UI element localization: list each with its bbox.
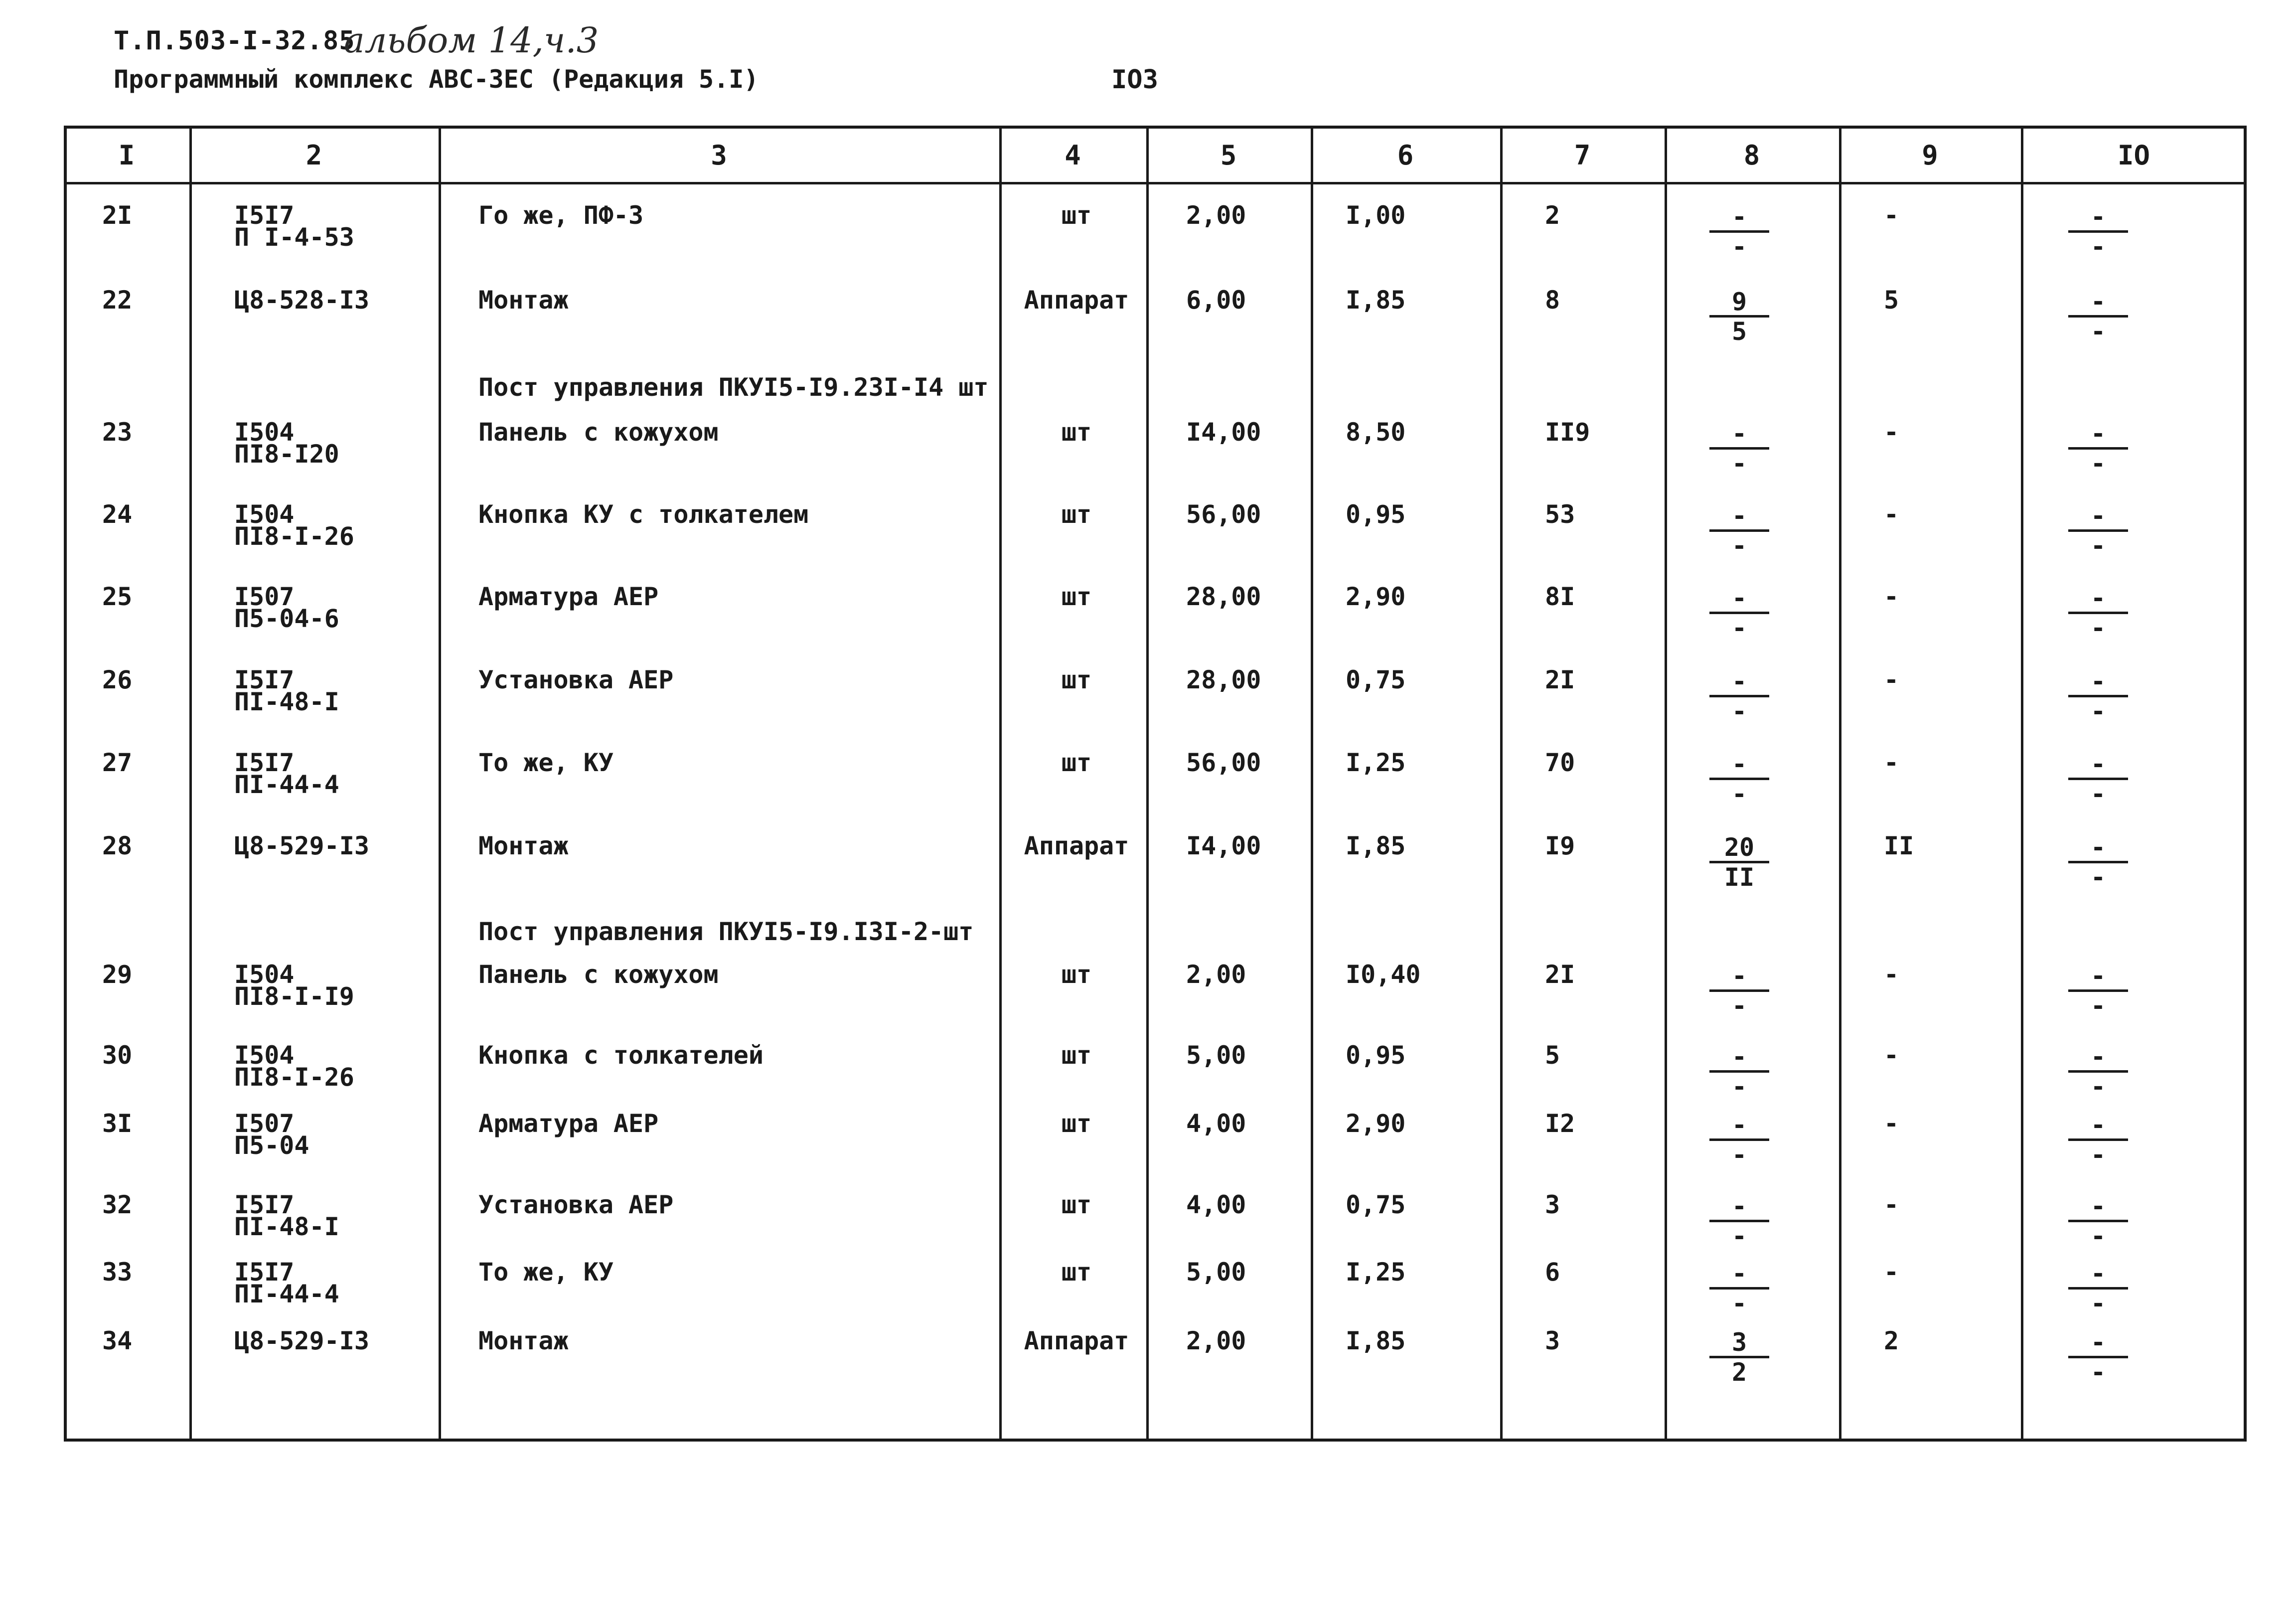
row-number: 25 xyxy=(102,582,133,611)
column-header-10: IO xyxy=(2117,140,2150,171)
page-number: IO3 xyxy=(1111,65,1158,95)
column-header-6: 6 xyxy=(1397,140,1414,171)
item-code: I5I7 ПI-44-4 xyxy=(234,748,339,799)
column-divider xyxy=(1839,126,1841,1442)
quantity: I4,00 xyxy=(1186,418,1261,447)
total: 6 xyxy=(1545,1258,1560,1287)
row-number: 28 xyxy=(102,831,133,860)
unit: шт xyxy=(1061,500,1092,529)
fraction: $\frac{-}{-}$ xyxy=(1709,1194,1769,1250)
value-col-9: - xyxy=(1884,418,1899,447)
norm: 8,50 xyxy=(1346,418,1406,447)
fraction: $\frac{-}{-}$ xyxy=(1709,204,1769,261)
row-number: 26 xyxy=(102,665,133,694)
fraction: $\frac{-}{-}$ xyxy=(2068,1113,2128,1169)
quantity: 28,00 xyxy=(1186,665,1261,694)
item-name: Монтаж xyxy=(478,831,569,860)
value-col-9: - xyxy=(1884,748,1899,777)
fraction-col-10 xyxy=(2053,503,2143,560)
fraction: $\frac{-}{-}$ xyxy=(1709,669,1769,725)
total: 53 xyxy=(1545,500,1575,529)
handwritten-note: альбом 14,ч.3 xyxy=(344,20,599,61)
norm: I,25 xyxy=(1346,748,1406,777)
unit: шт xyxy=(1061,665,1092,694)
row-number: 2I xyxy=(102,201,133,230)
total: 70 xyxy=(1545,748,1575,777)
unit: шт xyxy=(1061,1109,1092,1138)
norm: I,85 xyxy=(1346,1326,1406,1355)
fraction: $\frac{-}{-}$ xyxy=(2068,669,2128,725)
quantity: 5,00 xyxy=(1186,1041,1246,1070)
header-rule xyxy=(64,182,2247,184)
row-number: 33 xyxy=(102,1258,133,1287)
fraction-col-10 xyxy=(2053,752,2143,808)
row-number: 24 xyxy=(102,500,133,529)
quantity: 5,00 xyxy=(1186,1258,1246,1287)
quantity: 4,00 xyxy=(1186,1190,1246,1219)
total: I9 xyxy=(1545,831,1575,860)
value-col-9: - xyxy=(1884,665,1899,694)
fraction: $\frac{-}{-}$ xyxy=(2068,1261,2128,1317)
unit: шт xyxy=(1061,1190,1092,1219)
fraction: $\frac{20}{II}$ xyxy=(1709,835,1769,891)
item-name: Кнопка КУ с толкателем xyxy=(478,500,809,529)
fraction-col-8 xyxy=(1694,1113,1784,1169)
quantity: 56,00 xyxy=(1186,500,1261,529)
column-header-8: 8 xyxy=(1743,140,1760,171)
norm: 0,95 xyxy=(1346,1041,1406,1070)
column-header-9: 9 xyxy=(1922,140,1938,171)
column-divider xyxy=(2021,126,2023,1442)
value-col-9: 2 xyxy=(1884,1326,1899,1355)
total: 3 xyxy=(1545,1326,1560,1355)
value-col-9: 5 xyxy=(1884,286,1899,315)
column-divider xyxy=(999,126,1002,1442)
column-header-4: 4 xyxy=(1065,140,1081,171)
total: 2I xyxy=(1545,665,1575,694)
item-code: I5I7 ПI-48-I xyxy=(234,665,339,716)
total: II9 xyxy=(1545,418,1590,447)
value-col-9: - xyxy=(1884,500,1899,529)
item-name: Монтаж xyxy=(478,286,569,315)
fraction-col-8 xyxy=(1694,503,1784,560)
unit: шт xyxy=(1061,582,1092,611)
section-heading: Пост управления ПКУI5-I9.I3I-2-шт xyxy=(478,917,974,946)
fraction-col-10 xyxy=(2053,835,2143,891)
quantity: I4,00 xyxy=(1186,831,1261,860)
item-name: Панель с кожухом xyxy=(478,418,719,447)
row-number: 32 xyxy=(102,1190,133,1219)
item-name: Панель с кожухом xyxy=(478,960,719,989)
value-col-9: - xyxy=(1884,960,1899,989)
fraction-col-8 xyxy=(1694,421,1784,478)
norm: 2,90 xyxy=(1346,1109,1406,1138)
quantity: 4,00 xyxy=(1186,1109,1246,1138)
fraction-col-10 xyxy=(2053,1194,2143,1250)
item-code: I5I7 ПI-44-4 xyxy=(234,1258,339,1308)
norm: I,25 xyxy=(1346,1258,1406,1287)
fraction: $\frac{-}{-}$ xyxy=(2068,964,2128,1020)
doc-code: Т.П.503-I-32.85 xyxy=(114,26,355,56)
fraction-col-8 xyxy=(1694,752,1784,808)
item-name: Установка АЕР xyxy=(478,1190,674,1219)
value-col-9: - xyxy=(1884,201,1899,230)
unit: Аппарат xyxy=(1024,831,1129,860)
fraction-col-8 xyxy=(1694,586,1784,642)
fraction: $\frac{-}{-}$ xyxy=(2068,421,2128,478)
fraction: $\frac{-}{-}$ xyxy=(2068,1044,2128,1101)
row-number: 3I xyxy=(102,1109,133,1138)
item-code: I504 ПI8-I-I9 xyxy=(234,960,354,1011)
total: 2 xyxy=(1545,201,1560,230)
item-name: Кнопка с толкателей xyxy=(478,1041,764,1070)
row-number: 22 xyxy=(102,286,133,315)
column-divider xyxy=(1500,126,1503,1442)
section-heading: Пост управления ПКУI5-I9.23I-I4 шт xyxy=(478,373,989,402)
item-code: I504 ПI8-I-26 xyxy=(234,500,354,551)
fraction-col-10 xyxy=(2053,289,2143,345)
row-number: 27 xyxy=(102,748,133,777)
total: 2I xyxy=(1545,960,1575,989)
fraction: $\frac{-}{-}$ xyxy=(2068,752,2128,808)
value-col-9: - xyxy=(1884,582,1899,611)
fraction-col-8 xyxy=(1694,964,1784,1020)
item-code: I507 П5-04-6 xyxy=(234,582,339,633)
fraction: $\frac{-}{-}$ xyxy=(2068,204,2128,261)
quantity: 28,00 xyxy=(1186,582,1261,611)
item-code: Ц8-528-I3 xyxy=(234,286,369,315)
total: I2 xyxy=(1545,1109,1575,1138)
spec-table xyxy=(64,126,2247,1442)
row-number: 34 xyxy=(102,1326,133,1355)
fraction: $\frac{-}{-}$ xyxy=(1709,964,1769,1020)
fraction: $\frac{3}{2}$ xyxy=(1709,1330,1769,1386)
total: 8 xyxy=(1545,286,1560,315)
norm: 0,75 xyxy=(1346,665,1406,694)
item-name: Арматура АЕР xyxy=(478,582,659,611)
fraction: $\frac{-}{-}$ xyxy=(2068,289,2128,345)
item-code: I504 ПI8-I20 xyxy=(234,418,339,469)
fraction: $\frac{-}{-}$ xyxy=(1709,503,1769,560)
fraction-col-8 xyxy=(1694,1044,1784,1101)
column-header-3: 3 xyxy=(711,140,727,171)
total: 3 xyxy=(1545,1190,1560,1219)
fraction-col-8 xyxy=(1694,669,1784,725)
fraction-col-8 xyxy=(1694,204,1784,261)
fraction: $\frac{-}{-}$ xyxy=(1709,1113,1769,1169)
fraction-col-8 xyxy=(1694,835,1784,891)
fraction-col-8 xyxy=(1694,1261,1784,1317)
quantity: 2,00 xyxy=(1186,1326,1246,1355)
row-number: 23 xyxy=(102,418,133,447)
unit: Аппарат xyxy=(1024,286,1129,315)
fraction: $\frac{-}{-}$ xyxy=(1709,421,1769,478)
norm: 0,95 xyxy=(1346,500,1406,529)
fraction-col-10 xyxy=(2053,204,2143,261)
fraction-col-10 xyxy=(2053,1113,2143,1169)
item-code: Ц8-529-I3 xyxy=(234,831,369,860)
unit: шт xyxy=(1061,201,1092,230)
fraction-col-10 xyxy=(2053,669,2143,725)
item-name: Монтаж xyxy=(478,1326,569,1355)
column-divider xyxy=(1311,126,1313,1442)
fraction-col-10 xyxy=(2053,1044,2143,1101)
norm: 0,75 xyxy=(1346,1190,1406,1219)
column-divider xyxy=(1146,126,1149,1442)
fraction-col-10 xyxy=(2053,586,2143,642)
quantity: 2,00 xyxy=(1186,960,1246,989)
norm: 2,90 xyxy=(1346,582,1406,611)
fraction-col-8 xyxy=(1694,1194,1784,1250)
item-name: То же, КУ xyxy=(478,1258,613,1287)
item-code: I504 ПI8-I-26 xyxy=(234,1041,354,1092)
fraction-col-10 xyxy=(2053,1261,2143,1317)
item-code: I5I7 П I-4-53 xyxy=(234,201,354,252)
fraction: $\frac{9}{5}$ xyxy=(1709,289,1769,345)
row-number: 29 xyxy=(102,960,133,989)
column-header-1: I xyxy=(118,140,135,171)
unit: шт xyxy=(1061,1258,1092,1287)
unit: шт xyxy=(1061,748,1092,777)
column-divider xyxy=(189,126,192,1442)
norm: I,85 xyxy=(1346,286,1406,315)
fraction-col-10 xyxy=(2053,421,2143,478)
item-name: Арматура АЕР xyxy=(478,1109,659,1138)
fraction-col-8 xyxy=(1694,1330,1784,1386)
program-title: Программный комплекс АВС-ЗЕС (Редакция 5.I) xyxy=(114,65,759,94)
fraction: $\frac{-}{-}$ xyxy=(2068,503,2128,560)
value-col-9: - xyxy=(1884,1041,1899,1070)
quantity: 6,00 xyxy=(1186,286,1246,315)
fraction: $\frac{-}{-}$ xyxy=(1709,1044,1769,1101)
unit: Аппарат xyxy=(1024,1326,1129,1355)
norm: I,00 xyxy=(1346,201,1406,230)
column-header-5: 5 xyxy=(1220,140,1237,171)
fraction-col-10 xyxy=(2053,964,2143,1020)
fraction: $\frac{-}{-}$ xyxy=(1709,586,1769,642)
fraction: $\frac{-}{-}$ xyxy=(1709,752,1769,808)
column-header-2: 2 xyxy=(306,140,322,171)
value-col-9: II xyxy=(1884,831,1914,860)
norm: I0,40 xyxy=(1346,960,1421,989)
column-header-7: 7 xyxy=(1574,140,1591,171)
unit: шт xyxy=(1061,960,1092,989)
item-name: Установка АЕР xyxy=(478,665,674,694)
fraction: $\frac{-}{-}$ xyxy=(2068,586,2128,642)
item-name: Го же, ПФ-3 xyxy=(478,201,644,230)
value-col-9: - xyxy=(1884,1109,1899,1138)
quantity: 2,00 xyxy=(1186,201,1246,230)
unit: шт xyxy=(1061,418,1092,447)
column-divider xyxy=(1665,126,1667,1442)
item-code: Ц8-529-I3 xyxy=(234,1326,369,1355)
unit: шт xyxy=(1061,1041,1092,1070)
column-divider xyxy=(439,126,441,1442)
fraction: $\frac{-}{-}$ xyxy=(2068,835,2128,891)
fraction: $\frac{-}{-}$ xyxy=(2068,1330,2128,1386)
quantity: 56,00 xyxy=(1186,748,1261,777)
item-code: I507 П5-04 xyxy=(234,1109,309,1160)
value-col-9: - xyxy=(1884,1190,1899,1219)
item-code: I5I7 ПI-48-I xyxy=(234,1190,339,1241)
row-number: 30 xyxy=(102,1041,133,1070)
item-name: То же, КУ xyxy=(478,748,613,777)
fraction: $\frac{-}{-}$ xyxy=(1709,1261,1769,1317)
total: 8I xyxy=(1545,582,1575,611)
fraction-col-10 xyxy=(2053,1330,2143,1386)
total: 5 xyxy=(1545,1041,1560,1070)
norm: I,85 xyxy=(1346,831,1406,860)
value-col-9: - xyxy=(1884,1258,1899,1287)
fraction: $\frac{-}{-}$ xyxy=(2068,1194,2128,1250)
fraction-col-8 xyxy=(1694,289,1784,345)
